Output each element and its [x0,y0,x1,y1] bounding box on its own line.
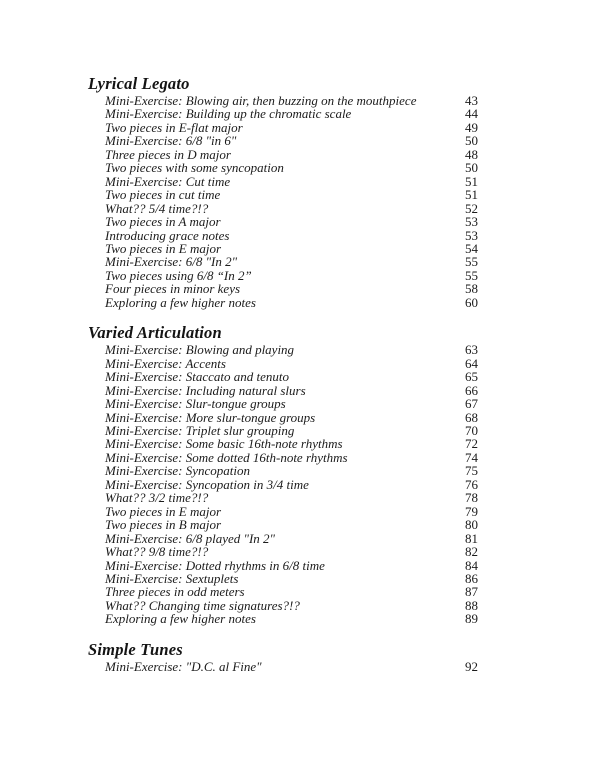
entry-title: Mini-Exercise: Accents [105,355,226,371]
entry-page-number: 70 [465,422,478,438]
toc-entry [88,518,478,531]
entry-title: Mini-Exercise: Staccato and tenuto [105,369,289,385]
entry-title: Introducing grace notes [105,227,230,243]
toc-entry [88,148,478,161]
entry-title: Mini-Exercise: Cut time [105,173,231,189]
toc-entry [88,202,478,215]
toc-entry [88,282,478,295]
toc-entry [88,94,478,107]
entry-title: Two pieces with some syncopation [105,160,284,176]
entry-page-number: 78 [465,490,478,506]
toc-section [88,323,478,626]
toc-entry [88,599,478,612]
toc-entry [88,175,478,188]
entry-title: Mini-Exercise: 6/8 "In 2" [105,254,238,270]
entry-title: Mini-Exercise: Blowing air, then buzzing on the mouthpiece [105,93,417,108]
toc-entry [88,660,478,673]
entry-title: Three pieces in odd meters [105,584,245,600]
toc-entry [88,229,478,242]
entry-title: Mini-Exercise: Slur-tongue groups [105,396,286,412]
entry-page-number: 49 [465,119,478,135]
entry-title: What?? 3/2 time?!? [105,490,209,506]
section-title: Simple Tunes [88,639,183,659]
entry-page-number: 55 [465,254,478,270]
entry-page-number: 65 [465,369,478,385]
entry-title: Mini-Exercise: Syncopation in 3/4 time [105,476,309,492]
entry-title: Four pieces in minor keys [105,281,241,297]
entry-page-number: 89 [465,611,478,627]
section-title: Lyrical Legato [88,74,190,93]
entry-page-number: 75 [465,463,478,479]
entry-page-number: 53 [465,214,478,230]
entry-page-number: 44 [465,106,478,122]
entry-title: Mini-Exercise: Some basic 16th-note rhythms [105,436,343,452]
entry-title: Two pieces in E major [105,240,222,256]
toc-entry [88,343,478,356]
entry-title: Mini-Exercise: Some dotted 16th-note rhythms [105,449,348,465]
entry-title: Mini-Exercise: "D.C. al Fine" [105,658,262,674]
section-entries [88,343,478,626]
entry-page-number: 52 [465,200,478,216]
toc-entry [88,397,478,410]
toc-entry [88,134,478,147]
toc-section [88,640,478,673]
toc-entry [88,121,478,134]
toc-entry [88,437,478,450]
entry-page-number: 84 [465,557,478,573]
entry-title: Mini-Exercise: Blowing and playing [105,342,295,358]
entry-title: Two pieces in A major [105,214,221,230]
entry-title: Two pieces in B major [105,517,222,533]
section-entries [88,94,478,309]
entry-page-number: 55 [465,267,478,283]
entry-page-number: 50 [465,133,478,149]
toc-entry [88,451,478,464]
entry-page-number: 76 [465,476,478,492]
toc-entry [88,491,478,504]
toc-entry [88,215,478,228]
toc-entry [88,478,478,491]
entry-title: Mini-Exercise: Sextuplets [105,570,239,586]
toc-entry [88,188,478,201]
entry-page-number: 66 [465,382,478,398]
entry-title: What?? 5/4 time?!? [105,200,209,216]
entry-page-number: 67 [465,396,478,412]
toc-entry [88,532,478,545]
entry-page-number: 87 [465,584,478,600]
toc-entry [88,242,478,255]
entry-page-number: 72 [465,436,478,452]
entry-title: Exploring a few higher notes [105,294,256,310]
entry-page-number: 51 [465,187,478,203]
entry-page-number: 64 [465,355,478,371]
toc-entry [88,464,478,477]
entry-page-number: 80 [465,517,478,533]
toc-entry [88,269,478,282]
entry-page-number: 92 [465,658,478,674]
entry-page-number: 81 [465,530,478,546]
entry-page-number: 53 [465,227,478,243]
toc-entry [88,384,478,397]
toc-entry [88,255,478,268]
entry-title: Mini-Exercise: 6/8 played "In 2" [105,530,275,546]
section-entries [88,660,478,673]
toc-entry [88,296,478,309]
entry-title: Mini-Exercise: Building up the chromatic scale [105,106,352,122]
toc-entry [88,572,478,585]
entry-title: Mini-Exercise: Triplet slur grouping [105,422,295,438]
entry-page-number: 68 [465,409,478,425]
entry-page-number: 54 [465,240,478,256]
entry-title: Exploring a few higher notes [105,611,256,627]
entry-title: Two pieces in cut time [105,187,221,203]
toc-entry [88,161,478,174]
toc-entry [88,107,478,120]
toc-entry [88,370,478,383]
entry-page-number: 48 [465,146,478,162]
entry-title: What?? 9/8 time?!? [105,544,209,560]
toc-entry [88,559,478,572]
entry-title: Mini-Exercise: Dotted rhythms in 6/8 time [105,557,325,573]
entry-page-number: 79 [465,503,478,519]
toc-entry [88,411,478,424]
toc [88,74,478,673]
entry-page-number: 51 [465,173,478,189]
toc-entry [88,424,478,437]
entry-title: Mini-Exercise: Including natural slurs [105,382,306,398]
entry-title: Three pieces in D major [105,146,231,162]
entry-title: What?? Changing time signatures?!? [105,597,300,613]
entry-page-number: 82 [465,544,478,560]
toc-entry [88,505,478,518]
entry-title: Mini-Exercise: More slur-tongue groups [105,409,316,425]
toc-entry [88,585,478,598]
entry-title: Mini-Exercise: 6/8 "in 6" [105,133,237,149]
toc-entry [88,545,478,558]
entry-page-number: 60 [465,294,478,310]
entry-page-number: 86 [465,570,478,586]
entry-title: Two pieces using 6/8 “In 2” [105,267,252,283]
toc-entry [88,612,478,625]
entry-page-number: 74 [465,449,478,465]
entry-title: Two pieces in E-flat major [105,119,243,135]
entry-title: Mini-Exercise: Syncopation [105,463,250,479]
section-title: Varied Articulation [88,323,222,343]
toc-entry [88,357,478,370]
entry-title: Two pieces in E major [105,503,222,519]
entry-page-number: 43 [465,93,478,108]
entry-page-number: 58 [465,281,478,297]
toc-section [88,74,478,309]
entry-page-number: 88 [465,597,478,613]
entry-page-number: 63 [465,342,478,358]
entry-page-number: 50 [465,160,478,176]
